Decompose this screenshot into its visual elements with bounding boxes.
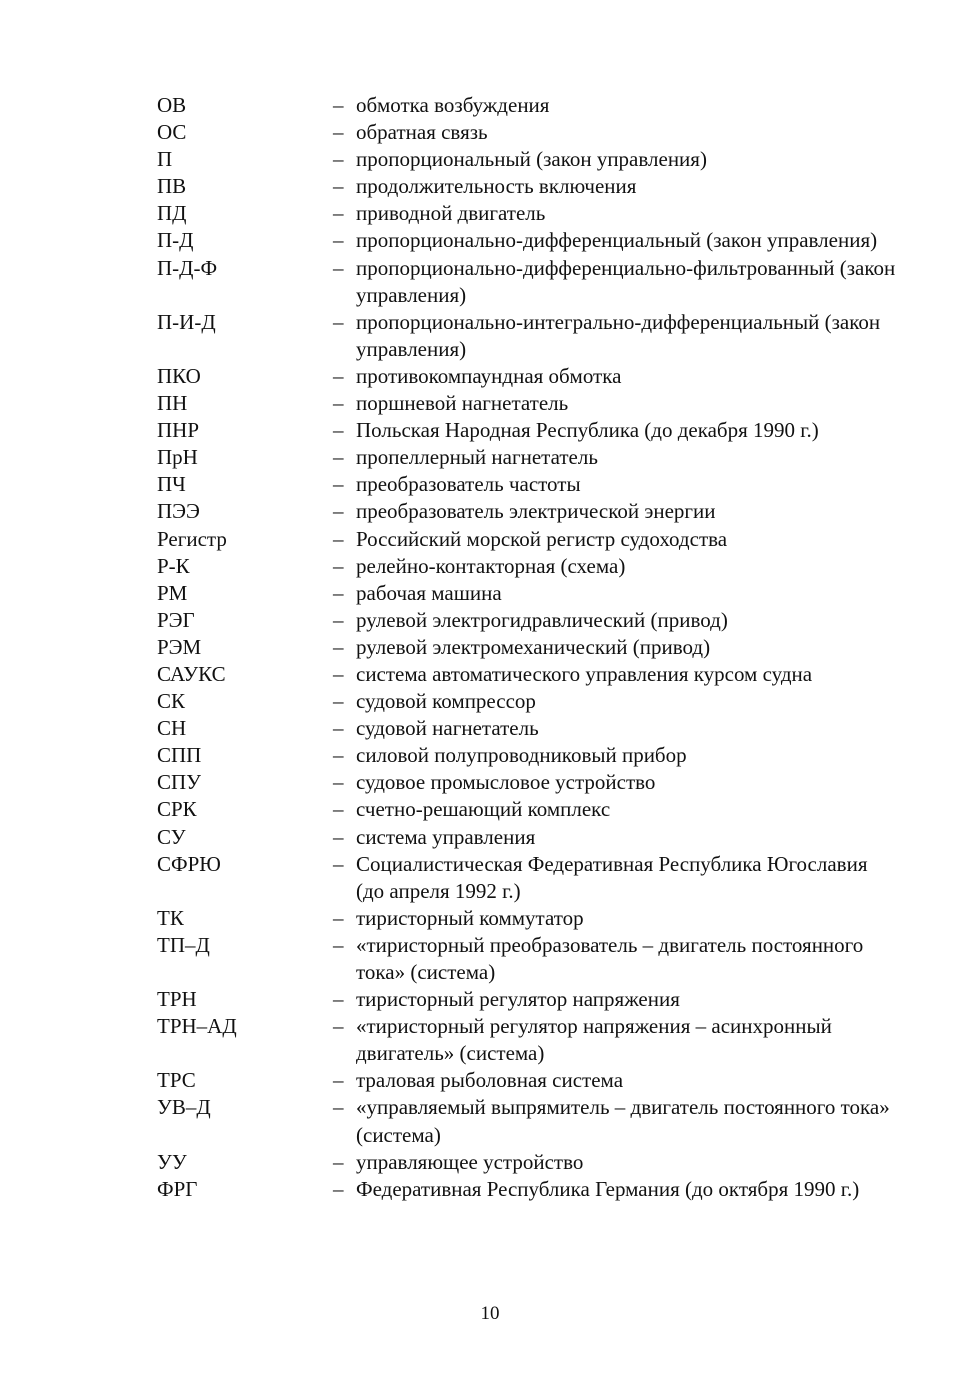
abbreviation-entry (157, 688, 897, 715)
abbreviation-entry (157, 851, 897, 905)
abbreviation-entry (157, 742, 897, 769)
abbreviation-entry (157, 92, 897, 119)
abbreviation-term: ПЭЭ (157, 499, 200, 524)
dash-separator: – (333, 689, 344, 714)
abbreviation-definition: силовой полупроводниковый прибор (356, 743, 687, 768)
dash-separator: – (333, 851, 344, 876)
abbreviation-entry (157, 932, 897, 986)
abbreviation-entry (157, 498, 897, 525)
abbreviation-definition: управляющее устройство (356, 1149, 584, 1174)
abbreviation-entry (157, 363, 897, 390)
abbreviation-term: Регистр (157, 526, 227, 551)
abbreviation-term: ФРГ (157, 1176, 198, 1201)
dash-separator: – (333, 391, 344, 416)
abbreviation-entry (157, 607, 897, 634)
abbreviation-term: Р-К (157, 553, 190, 578)
dash-separator: – (333, 1176, 344, 1201)
abbreviation-term: СУ (157, 824, 186, 849)
dash-separator: – (333, 309, 344, 334)
abbreviation-term: П (157, 147, 173, 172)
abbreviation-term: ПД (157, 201, 187, 226)
abbreviation-term: ПНР (157, 418, 200, 443)
abbreviation-definition: релейно-контакторная (схема) (356, 553, 626, 578)
abbreviation-definition: Российский морской регистр судоходства (356, 526, 728, 551)
abbreviation-term: П-Д-Ф (157, 255, 218, 280)
abbreviation-entry (157, 824, 897, 851)
abbreviation-entry (157, 444, 897, 471)
abbreviation-entry (157, 553, 897, 580)
abbreviation-definition: пропорционально-интегрально-дифференциальный (закон управления) (356, 309, 881, 361)
dash-separator: – (333, 201, 344, 226)
abbreviation-definition: обратная связь (356, 120, 488, 145)
abbreviation-term: СПП (157, 743, 202, 768)
dash-separator: – (333, 607, 344, 632)
dash-separator: – (333, 661, 344, 686)
dash-separator: – (333, 174, 344, 199)
abbreviation-term: САУКС (157, 661, 226, 686)
dash-separator: – (333, 824, 344, 849)
abbreviation-term: П-Д (157, 228, 194, 253)
abbreviation-definition: Социалистическая Федеративная Республика Югославия (до апреля 1992 г.) (356, 851, 868, 903)
abbreviation-definition: пропорциональный (закон управления) (356, 147, 707, 172)
abbreviation-definition: преобразователь электрической энергии (356, 499, 716, 524)
abbreviation-definition: «тиристорный преобразователь – двигатель постоянного тока» (система) (356, 932, 864, 984)
abbreviation-term: УВ–Д (157, 1095, 211, 1120)
abbreviation-term: СПУ (157, 770, 202, 795)
dash-separator: – (333, 445, 344, 470)
dash-separator: – (333, 93, 344, 117)
abbreviation-entry (157, 634, 897, 661)
dash-separator: – (333, 987, 344, 1012)
abbreviation-definition: продолжительность включения (356, 174, 637, 199)
abbreviation-term: ПКО (157, 363, 201, 388)
abbreviation-entry (157, 1067, 897, 1094)
dash-separator: – (333, 363, 344, 388)
abbreviation-entry (157, 580, 897, 607)
abbreviation-term: РМ (157, 580, 188, 605)
dash-separator: – (333, 526, 344, 551)
abbreviation-definition: судовое промысловое устройство (356, 770, 656, 795)
abbreviation-term: ТРН–АД (157, 1014, 237, 1039)
abbreviation-term: П-И-Д (157, 309, 216, 334)
abbreviation-entry (157, 227, 897, 254)
dash-separator: – (333, 1068, 344, 1093)
page-number: 10 (480, 1303, 500, 1324)
dash-separator: – (333, 634, 344, 659)
abbreviation-term: УУ (157, 1149, 187, 1174)
abbreviation-term: ОС (157, 120, 187, 145)
abbreviation-term: РЭГ (157, 607, 195, 632)
abbreviation-definition: Федеративная Республика Германия (до октября 1990 г.) (356, 1176, 860, 1201)
abbreviation-entry (157, 309, 897, 363)
abbreviation-definition: пропорционально-дифференциально-фильтрованный (закон управления) (356, 255, 896, 307)
abbreviation-entry (157, 796, 897, 823)
dash-separator: – (333, 418, 344, 443)
abbreviation-definition: поршневой нагнетатель (356, 391, 569, 416)
abbreviation-term: РЭМ (157, 634, 202, 659)
abbreviation-term: ТП–Д (157, 932, 210, 957)
abbreviation-definition: «управляемый выпрямитель – двигатель постоянного тока» (система) (356, 1095, 890, 1147)
abbreviation-entry (157, 255, 897, 309)
abbreviation-definition: рулевой электрогидравлический (привод) (356, 607, 728, 632)
dash-separator: – (333, 1149, 344, 1174)
abbreviation-entry (157, 173, 897, 200)
abbreviation-entry (157, 715, 897, 742)
dash-separator: – (333, 716, 344, 741)
dash-separator: – (333, 905, 344, 930)
abbreviation-definition: обмотка возбуждения (356, 93, 550, 117)
abbreviation-term: СРК (157, 797, 197, 822)
abbreviation-term: СК (157, 689, 186, 714)
abbreviation-definition: тиристорный регулятор напряжения (356, 987, 680, 1012)
dash-separator: – (333, 770, 344, 795)
dash-separator: – (333, 255, 344, 280)
abbreviation-definition: пропеллерный нагнетатель (356, 445, 598, 470)
abbreviation-term: ТРС (157, 1068, 196, 1093)
dash-separator: – (333, 580, 344, 605)
abbreviation-definition: судовой нагнетатель (356, 716, 539, 741)
abbreviation-definition: система автоматического управления курсом судна (356, 661, 813, 686)
abbreviation-entry (157, 526, 897, 553)
abbreviation-definition: система управления (356, 824, 536, 849)
abbreviation-definition: счетно-решающий комплекс (356, 797, 611, 822)
abbreviation-definition: противокомпаундная обмотка (356, 363, 622, 388)
abbreviation-definition: рабочая машина (356, 580, 502, 605)
abbreviation-term: СФРЮ (157, 851, 221, 876)
dash-separator: – (333, 1095, 344, 1120)
abbreviation-entry (157, 661, 897, 688)
dash-separator: – (333, 743, 344, 768)
abbreviation-definition: приводной двигатель (356, 201, 546, 226)
abbreviation-entry (157, 769, 897, 796)
abbreviation-term: ОВ (157, 93, 187, 117)
abbreviation-entry (157, 1094, 897, 1148)
dash-separator: – (333, 499, 344, 524)
abbreviation-entry (157, 119, 897, 146)
abbreviation-definition: траловая рыболовная система (356, 1068, 624, 1093)
abbreviation-term: ПВ (157, 174, 187, 199)
abbreviation-term: ПН (157, 391, 188, 416)
abbreviation-definition: тиристорный коммутатор (356, 905, 584, 930)
abbreviation-term: ПЧ (157, 472, 186, 497)
abbreviation-entry (157, 417, 897, 444)
abbreviation-definition: пропорционально-дифференциальный (закон управления) (356, 228, 878, 253)
abbreviation-entry (157, 471, 897, 498)
abbreviation-definition: рулевой электромеханический (привод) (356, 634, 711, 659)
abbreviation-definition: преобразователь частоты (356, 472, 581, 497)
abbreviation-entry (157, 1176, 897, 1203)
abbreviation-term: ТК (157, 905, 184, 930)
abbreviation-entry (157, 390, 897, 417)
abbreviation-entry (157, 1013, 897, 1067)
dash-separator: – (333, 120, 344, 145)
abbreviation-list (157, 92, 897, 1203)
abbreviation-term: ТРН (157, 987, 197, 1012)
dash-separator: – (333, 472, 344, 497)
abbreviation-term: ПрН (157, 445, 198, 470)
abbreviation-entry (157, 146, 897, 173)
dash-separator: – (333, 797, 344, 822)
abbreviation-entry (157, 986, 897, 1013)
abbreviation-definition: «тиристорный регулятор напряжения – асинхронный двигатель» (система) (356, 1014, 832, 1066)
dash-separator: – (333, 932, 344, 957)
dash-separator: – (333, 147, 344, 172)
dash-separator: – (333, 228, 344, 253)
abbreviation-entry (157, 905, 897, 932)
dash-separator: – (333, 1014, 344, 1039)
abbreviation-definition: судовой компрессор (356, 689, 536, 714)
abbreviation-definition: Польская Народная Республика (до декабря 1990 г.) (356, 418, 819, 443)
abbreviation-term: СН (157, 716, 187, 741)
dash-separator: – (333, 553, 344, 578)
abbreviation-entry (157, 1149, 897, 1176)
abbreviation-entry (157, 200, 897, 227)
